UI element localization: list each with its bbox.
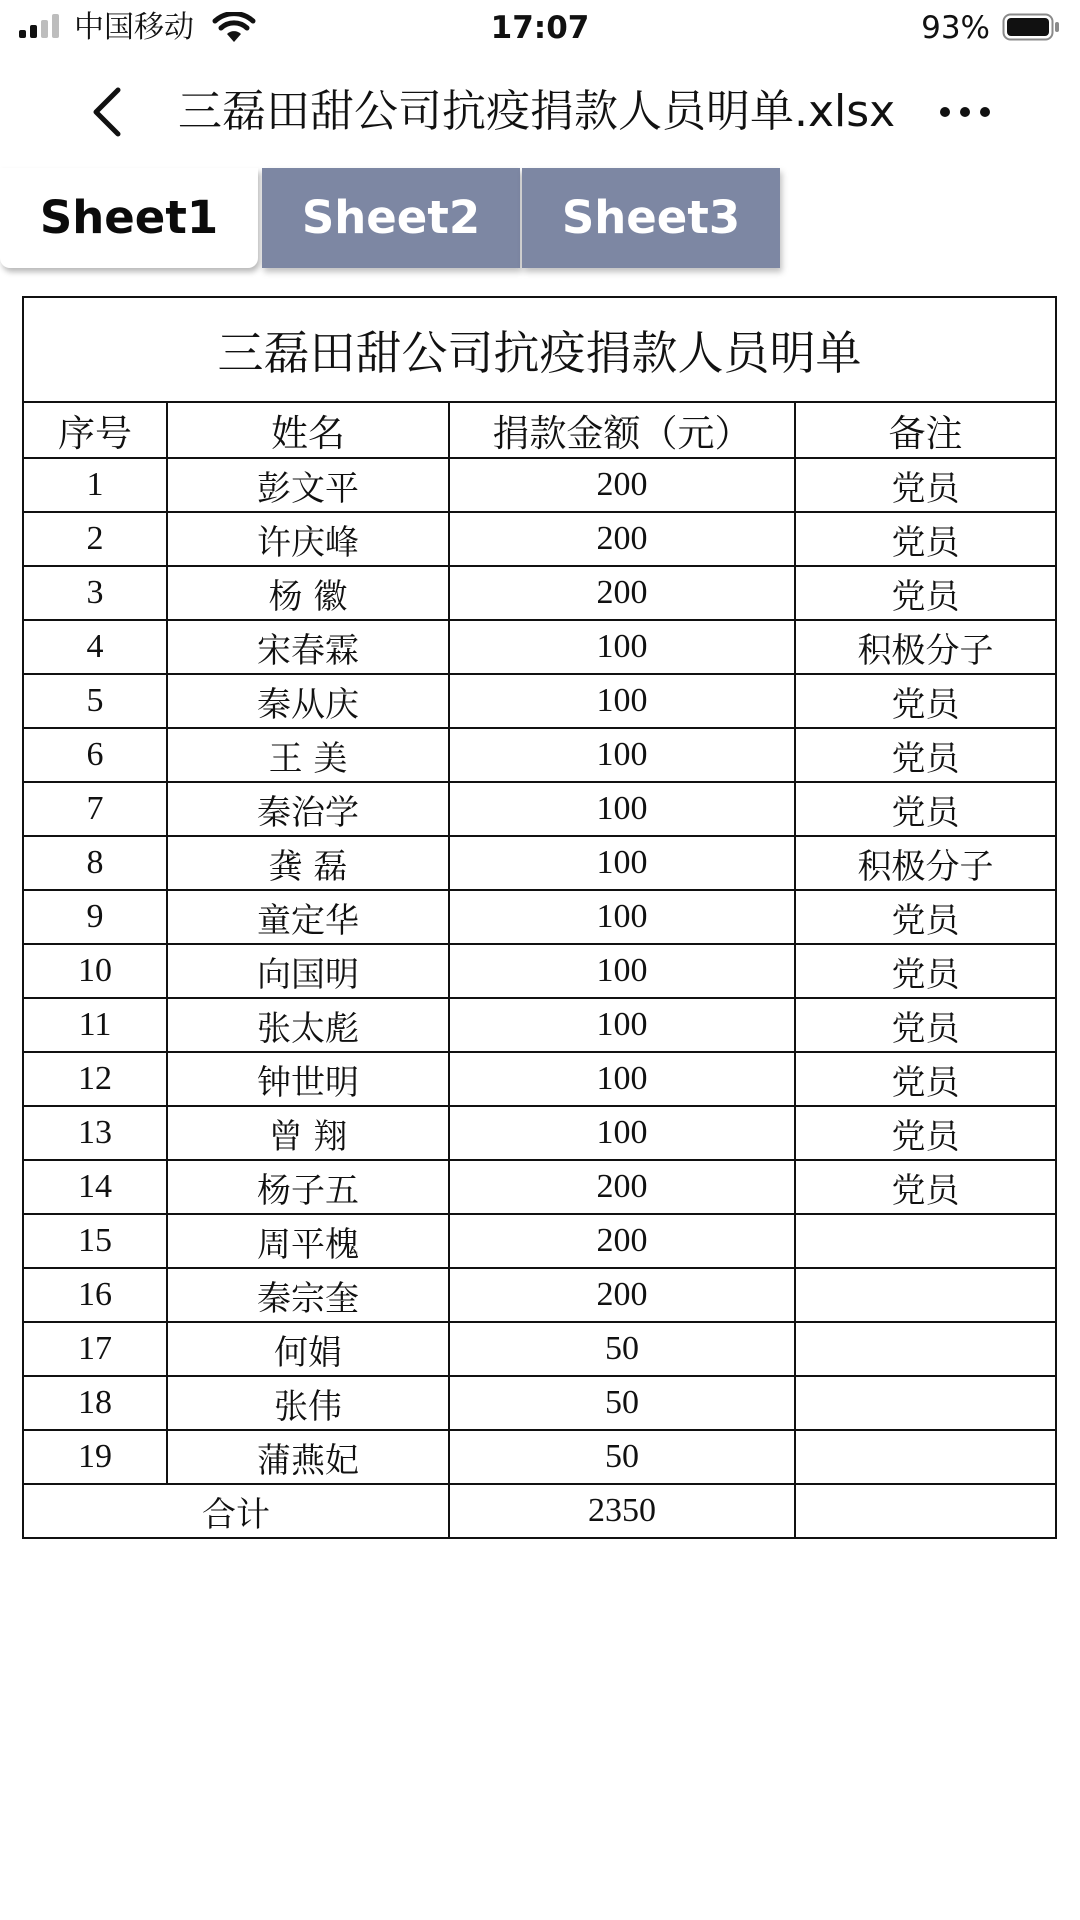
cell-index[interactable]: 10 [23, 944, 167, 998]
cell-note[interactable] [795, 1268, 1056, 1322]
cell-name[interactable]: 何娟 [167, 1322, 449, 1376]
cell-index[interactable]: 6 [23, 728, 167, 782]
cell-name[interactable]: 杨子五 [167, 1160, 449, 1214]
cell-name[interactable]: 彭文平 [167, 458, 449, 512]
cell-index[interactable]: 14 [23, 1160, 167, 1214]
cell-index[interactable]: 7 [23, 782, 167, 836]
table-row [23, 836, 1056, 890]
cell-name[interactable]: 张伟 [167, 1376, 449, 1430]
cell-note[interactable]: 党员 [795, 998, 1056, 1052]
cell-name[interactable]: 曾 翔 [167, 1106, 449, 1160]
table-row [23, 1052, 1056, 1106]
cell-name[interactable]: 周平槐 [167, 1214, 449, 1268]
cell-amount[interactable]: 100 [449, 1106, 795, 1160]
more-button[interactable] [935, 92, 995, 132]
cell-amount[interactable]: 100 [449, 782, 795, 836]
cell-note[interactable]: 党员 [795, 1160, 1056, 1214]
table-row [23, 1322, 1056, 1376]
sheet-tabs [0, 168, 1080, 268]
cell-index[interactable]: 15 [23, 1214, 167, 1268]
cell-note[interactable]: 党员 [795, 566, 1056, 620]
table-row [23, 1106, 1056, 1160]
table-row [23, 1268, 1056, 1322]
table-row [23, 782, 1056, 836]
cell-index[interactable]: 16 [23, 1268, 167, 1322]
tab-sheet2[interactable]: Sheet2 [262, 168, 520, 268]
battery-percentage: 93% [921, 10, 990, 46]
cell-amount[interactable]: 200 [449, 1160, 795, 1214]
status-bar [0, 0, 1080, 58]
cell-name[interactable]: 秦宗奎 [167, 1268, 449, 1322]
carrier-name: 中国移动 [74, 10, 194, 45]
cell-note[interactable] [795, 1322, 1056, 1376]
table-row [23, 620, 1056, 674]
tab-sheet3[interactable]: Sheet3 [522, 168, 780, 268]
cell-name[interactable]: 童定华 [167, 890, 449, 944]
cell-name[interactable]: 杨 徽 [167, 566, 449, 620]
cell-amount[interactable]: 100 [449, 620, 795, 674]
cell-amount[interactable]: 100 [449, 674, 795, 728]
header-cell-amount: 捐款金额（元） [449, 402, 795, 458]
cell-note[interactable]: 党员 [795, 512, 1056, 566]
spreadsheet-table [22, 296, 1057, 1539]
table-row [23, 566, 1056, 620]
cell-index[interactable]: 4 [23, 620, 167, 674]
cell-amount[interactable]: 50 [449, 1430, 795, 1484]
battery-icon [1002, 13, 1060, 41]
cell-amount[interactable]: 200 [449, 512, 795, 566]
cell-amount[interactable]: 100 [449, 944, 795, 998]
cell-note[interactable] [795, 1430, 1056, 1484]
cell-amount[interactable]: 50 [449, 1376, 795, 1430]
cell-index[interactable]: 2 [23, 512, 167, 566]
total-amount[interactable]: 2350 [449, 1484, 795, 1538]
cell-index[interactable]: 19 [23, 1430, 167, 1484]
cell-index[interactable]: 9 [23, 890, 167, 944]
header-row [23, 402, 1056, 458]
cell-name[interactable]: 张太彪 [167, 998, 449, 1052]
total-note[interactable] [795, 1484, 1056, 1538]
cell-amount[interactable]: 100 [449, 998, 795, 1052]
cell-index[interactable]: 3 [23, 566, 167, 620]
cell-note[interactable]: 党员 [795, 674, 1056, 728]
cell-note[interactable]: 党员 [795, 782, 1056, 836]
cell-amount[interactable]: 100 [449, 890, 795, 944]
cell-amount[interactable]: 100 [449, 836, 795, 890]
table-row [23, 1214, 1056, 1268]
cell-amount[interactable]: 100 [449, 728, 795, 782]
clock: 17:07 [490, 10, 590, 46]
cell-name[interactable]: 向国明 [167, 944, 449, 998]
cell-amount[interactable]: 200 [449, 1268, 795, 1322]
cell-index[interactable]: 8 [23, 836, 167, 890]
cell-name[interactable]: 王 美 [167, 728, 449, 782]
table-row [23, 1376, 1056, 1430]
cell-name[interactable]: 宋春霖 [167, 620, 449, 674]
cell-index[interactable]: 17 [23, 1322, 167, 1376]
cell-index[interactable]: 18 [23, 1376, 167, 1430]
cell-name[interactable]: 钟世明 [167, 1052, 449, 1106]
cell-name[interactable]: 许庆峰 [167, 512, 449, 566]
table-row [23, 674, 1056, 728]
header-cell-name: 姓名 [167, 402, 449, 458]
cell-amount[interactable]: 50 [449, 1322, 795, 1376]
table-row [23, 512, 1056, 566]
cell-index[interactable]: 13 [23, 1106, 167, 1160]
header-cell-index: 序号 [23, 402, 167, 458]
cell-name[interactable]: 蒲燕妃 [167, 1430, 449, 1484]
cell-index[interactable]: 1 [23, 458, 167, 512]
sheet-caption: 三磊田甜公司抗疫捐款人员明单 [23, 297, 1056, 402]
table-row [23, 998, 1056, 1052]
cell-amount[interactable]: 100 [449, 1052, 795, 1106]
more-horizontal-icon [940, 107, 990, 117]
cell-note[interactable]: 党员 [795, 1052, 1056, 1106]
cell-note[interactable]: 积极分子 [795, 836, 1056, 890]
cell-amount[interactable]: 200 [449, 458, 795, 512]
chevron-left-icon [96, 90, 118, 134]
total-row [23, 1484, 1056, 1538]
cell-note[interactable]: 积极分子 [795, 620, 1056, 674]
table-row [23, 1160, 1056, 1214]
cell-note[interactable]: 党员 [795, 890, 1056, 944]
cell-index[interactable]: 11 [23, 998, 167, 1052]
cell-note[interactable]: 党员 [795, 728, 1056, 782]
cell-index[interactable]: 12 [23, 1052, 167, 1106]
table-row [23, 1430, 1056, 1484]
cell-note[interactable]: 党员 [795, 458, 1056, 512]
table-row [23, 944, 1056, 998]
cell-amount[interactable]: 200 [449, 566, 795, 620]
table-row [23, 458, 1056, 512]
cell-name[interactable]: 龚 磊 [167, 836, 449, 890]
cell-amount[interactable]: 200 [449, 1214, 795, 1268]
table-row [23, 890, 1056, 944]
cell-name[interactable]: 秦治学 [167, 782, 449, 836]
cell-index[interactable]: 5 [23, 674, 167, 728]
cell-note[interactable] [795, 1214, 1056, 1268]
total-label[interactable]: 合计 [23, 1484, 449, 1538]
back-button[interactable] [80, 82, 140, 142]
cell-note[interactable]: 党员 [795, 1106, 1056, 1160]
cell-note[interactable] [795, 1376, 1056, 1430]
table-row [23, 728, 1056, 782]
cell-note[interactable]: 党员 [795, 944, 1056, 998]
tab-sheet1[interactable]: Sheet1 [0, 168, 258, 268]
cell-name[interactable]: 秦从庆 [167, 674, 449, 728]
file-title: 三磊田甜公司抗疫捐款人员明单.xlsx [178, 86, 896, 137]
header-cell-note: 备注 [795, 402, 1056, 458]
